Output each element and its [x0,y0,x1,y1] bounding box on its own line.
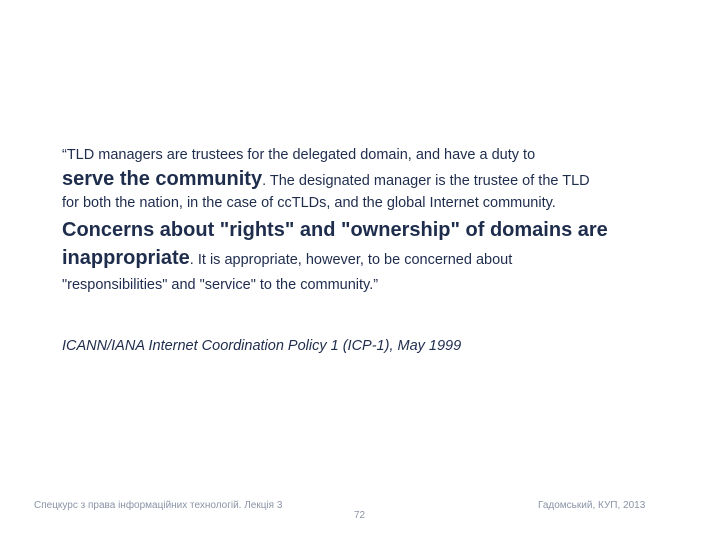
quote-line-5 [62,244,662,272]
quote-emphasis-concerns: Concerns about "rights" and "ownership" of domains are [62,219,608,241]
quote-line-1: “TLD managers are trustees for the delegated domain, and have a duty to [62,147,536,163]
quote-line-2-rest: . The designated manager is the trustee of the TLD [262,173,590,189]
footer-page-number: 72 [354,510,366,521]
quote-block [62,144,662,297]
quote-line-3: for both the nation, in the case of ccTLDs, and the global Internet community. [62,195,556,211]
footer-course-title: Спецкурс з права інформаційних технологій. Лекція 3 [34,500,283,511]
quote-emphasis-serve-community: serve the community [62,168,263,190]
citation: ICANN/IANA Internet Coordination Policy 1 (ICP-1), May 1999 [62,338,462,354]
footer-author: Гадомський, КУП, 2013 [538,500,646,511]
quote-line-6: "responsibilities" and "service" to the community.” [62,277,379,293]
quote-emphasis-inappropriate: inappropriate [62,247,190,269]
quote-line-2 [62,166,662,192]
quote-line-5-rest: . It is appropriate, however, to be concerned about [189,252,513,268]
